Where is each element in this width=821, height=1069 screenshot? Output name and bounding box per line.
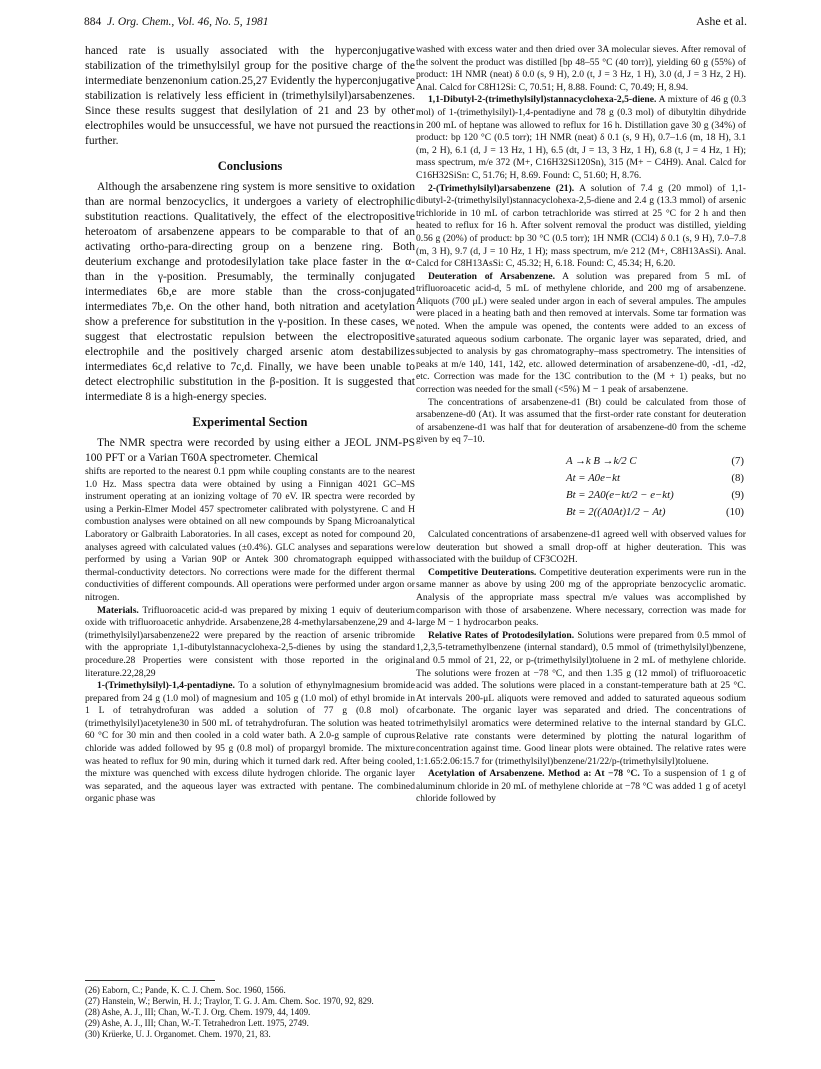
reference-item: (30) Krüerke, U. J. Organomet. Chem. 1970, 21, 83. — [85, 1029, 271, 1039]
calculated-paragraph: Calculated concentrations of arsabenzene-d1 agreed well with observed values for low deuteration but showed a small drop-off at higher deuteration. This was associated with the buildup of CF3CO2H. — [416, 529, 746, 566]
equation-expression: Bt = 2A0(e−kt/2 − e−kt) — [566, 489, 674, 501]
intro-paragraph: hanced rate is usually associated with the hyperconjugative stabilization of the trimethylsilyl group for the positive charge of the intermediate benzenonium cation.25,27 Evidently the hyperconjugative stabilization is relatively less efficient in (trimethylsilyl)arsabenzenes. Since these results suggest that desilylation of 21 and 23 by other electrophiles would be unsuccessful, we have not pursued the reactions further. — [85, 45, 415, 147]
stannacyclo-paragraph — [416, 94, 746, 182]
competitive-heading: Competitive Deuterations. — [428, 566, 537, 578]
stannacyclo-text: A mixture of 46 g (0.3 mol) of 1-(trimethylsilyl)-1,4-pentadiyne and 78 g (0.3 mol) of dibutyltin dihydride in 200 mL of heptane was allowed to reflux for 16 h. Distillation gave 30 g (34%) of product: bp 120 °C (0.5 torr); 1H NMR (neat) δ 0.1 (s, 9 H), 0.7–1.6 (m, 18 H), 3.1 (m, 2 H), 6.1 (d, J = 13 Hz, 1 H), 6.5 (dt, J = 13, 3 Hz, 1 H), 6.8 (t, J = 4 Hz, 1 H); mass spectrum, m/e 372 (M+, C16H32Si120Sn), 315 (M+ − C4H9). Anal. Calcd for C16H32SiSn: C, 51.76; H, 8.69. Found: C, 51.60; H, 8.76. — [416, 94, 746, 181]
reference-item: (28) Ashe, A. J., III; Chan, W.-T. J. Org. Chem. 1979, 44, 1409. — [85, 1007, 311, 1017]
equation-9 — [416, 487, 746, 504]
right-column — [416, 44, 746, 1054]
pentadiyne-text: To a solution of ethynylmagnesium bromide prepared from 24 g (1.0 mol) of magnesium and 105 g (1.0 mol) of ethyl bromide in 1 L of tetrahydrofuran was added a solution of 77 g (0.8 mol) of (trimethylsilyl)acetylene30 in 500 mL of tetrahydrofuran. The solution was heated to 60 °C for 30 min and then cooled in a cold water bath. A 2.0-g sample of cuprous chloride was added followed by 95 g (0.8 mol) of propargyl bromide. The mixture was heated to reflux for 90 min, during which it turned dark red. After being cooled, the mixture was quenched with excess dilute hydrogen chloride. The organic layer was separated, and the aqueous layer was extracted with pentane. The combined organic phase was — [85, 680, 415, 805]
concentrations-paragraph: The concentrations of arsabenzene-d1 (Bt) could be calculated from those of arsabenzene-d0 (At). It was assumed that the first-order rate constant for deuteration of arsabenzene-d1 was half that for deuteration of arsabenzene-d0 from the scheme given by eq 7–10. — [416, 396, 746, 446]
deuteration-heading: Deuteration of Arsabenzene. — [428, 270, 555, 282]
pentadiyne-heading: 1-(Trimethylsilyl)-1,4-pentadiyne. — [97, 680, 235, 692]
equation-number: (10) — [726, 506, 744, 518]
arsabenzene21-paragraph — [416, 183, 746, 271]
competitive-paragraph — [416, 567, 746, 630]
arsabenzene21-heading: 2-(Trimethylsilyl)arsabenzene (21). — [428, 182, 575, 194]
equation-expression: Bt = 2((A0At)1/2 − At) — [566, 506, 666, 518]
competitive-text: Competitive deuteration experiments were run in the same manner as above by using 200 mg of the appropriate benzocyclic aromatic. Analysis of the appropriate mass spectral m/e values was accomplished by comparison with those of arsabenzene. Where necessary, correction was made for large M − 1 hydrocarbon peaks. — [416, 566, 746, 629]
acetylation-text: To a suspension of 1 g of aluminum chloride in 20 mL of methylene chloride at −78 °C was added 1 g of acetyl chloride followed by — [416, 768, 746, 805]
equation-number: (7) — [731, 455, 744, 467]
equation-number: (8) — [731, 472, 744, 484]
deuteration-text: A solution was prepared from 5 mL of trifluoroacetic acid-d, 5 mL of methylene chloride, and 200 mg of arsabenzene. Aliquots (700 μL) were sealed under argon in each of several ampules. The ampules were placed in a heating bath and then removed at intervals. Some tar formation was noted. When the ampule was opened, the contents were added to an excess of saturated aqueous sodium carbonate. The organic layer was separated, dried, and subjected to analysis by gas chromatography–mass spectrometry. The intensities of peaks at m/e 140, 141, 142, etc. allowed determination of arsabenzene-d0, -d1, -d2, etc. Correction was made for the 13C contribution to the (M + 1) peaks, but no correction was needed for the small (<5%) M − 1 peak of arsabenzene. — [416, 270, 746, 396]
materials-heading: Materials. — [97, 604, 139, 616]
page-number: 884 — [84, 16, 102, 28]
footnote-references — [85, 980, 415, 1040]
experimental-lead: The NMR spectra were recorded by using either a JEOL JNM-PS 100 PFT or a Varian T60A spectrometer. Chemical — [85, 437, 415, 464]
stannacyclo-heading: 1,1-Dibutyl-2-(trimethylsilyl)stannacyclohexa-2,5-diene. — [428, 94, 657, 106]
header-left — [84, 16, 269, 28]
reference-item: (29) Ashe, A. J., III; Chan, W.-T. Tetrahedron Lett. 1975, 2749. — [85, 1018, 309, 1028]
arsabenzene21-text: A solution of 7.4 g (20 mmol) of 1,1-dibutyl-2-(trimethylsilyl)stannacyclohexa-2,5-diene and 2.4 g (13.3 mmol) of arsenic trichloride in 10 mL of carbon tetrachloride was stirred at 25 °C for 2 h and then heated to reflux for 16 h. After solvent removal the product was distilled, yielding 0.56 g (20%) of product: bp 30 °C (0.5 torr); 1H NMR (CCl4) δ 0.1 (s, 9 H), 7.0–7.8 (m, 3 H), 9.7 (d, J = 10 Hz, 1 H); mass spectrum, m/e 212 (M+, C8H13AsSi). Anal. Calcd for C8H13AsSi: C, 45.32; H, 6.18. Found: C, 45.34; H, 6.20. — [416, 182, 746, 270]
relative-rates-paragraph — [416, 630, 746, 769]
pentadiyne-paragraph — [85, 680, 415, 806]
equation-8 — [416, 470, 746, 487]
reference-item: (27) Hanstein, W.; Berwin, H. J.; Traylor, T. G. J. Am. Chem. Soc. 1970, 92, 829. — [85, 996, 374, 1006]
experimental-heading: Experimental Section — [192, 415, 308, 429]
header-authors: Ashe et al. — [696, 14, 747, 28]
equation-7 — [416, 453, 746, 470]
equation-block — [416, 453, 746, 521]
footnote-rule — [85, 980, 215, 981]
experimental-paragraph: shifts are reported to the nearest 0.1 ppm while coupling constants are to the nearest 1.0 Hz. Mass spectra data were obtained by using a Finnigan 4021 GC–MS instrument operating at an ionizing voltage of 70 eV. IR spectra were recorded by using a Perkin-Elmer Model 457 spectrometer calibrated with polystyrene. C and H combustion analyses were obtained on all new compounds by Spang Microanalytical Laboratory or Galbraith Laboratories. In all cases, except as noted for compound 20, analyses agreed with calculated values (±0.4%). GLC analyses and separations were performed by using a Varian 90P or Antek 300 chromatograph equipped with thermal-conductivity detectors. No corrections were made for the different thermal conductivities of different compounds. All operations were performed under argon or nitrogen. — [85, 466, 415, 603]
relative-rates-text: Solutions were prepared from 0.5 mmol of 1,2,3,5-tetramethylbenzene (internal standard), 0.5 mmol of (trimethylsilyl)benzene, and 0.5 mmol of 21, 22, or p-(trimethylsilyl)toluene in 2 mL of methylene chloride. The solutions were frozen at −78 °C, and then 1.35 g (12 mmol) of trifluoroacetic acid was added. The solutions were placed in a constant-temperature bath at 25 °C. At intervals 200-μL aliquots were removed and added to saturated aqueous sodium carbonate. The organic layer was separated and dried. The concentrations of trimethylsilyl aromatics were determined relative to the internal standard by GLC. Relative rate constants were determined by plotting the natural logarithm of concentration against time. Good linear plots were obtained. The relative rates were 1:1.65:2.06:15.7 for (trimethylsilyl)benzene/21/22/p-(trimethylsilyl)toluene. — [416, 629, 746, 767]
workup-continuation: washed with excess water and then dried over 3A molecular sieves. After removal of the solvent the product was distilled [bp 48–55 °C (40 torr)], yielding 60 g (55%) of product: 1H NMR (neat) δ 0.0 (s, 9 H), 2.0 (t, J = 3 Hz, 1 H), 3.0 (d, J = 3 Hz, 2 H). Anal. Calcd for C8H12Si: C, 70.51; H, 8.88. Found: C, 70.49; H, 8.94. — [416, 44, 746, 93]
reference-item: (26) Eaborn, C.; Pande, K. C. J. Chem. Soc. 1960, 1566. — [85, 985, 286, 995]
deuteration-paragraph — [416, 271, 746, 397]
left-column — [85, 44, 415, 1054]
equation-expression: A →k B →k/2 C — [566, 455, 637, 467]
conclusions-paragraph: Although the arsabenzene ring system is more sensitive to oxidation than are normal benzocyclics, it undergoes a variety of electrophilic substitution reactions. Qualitatively, the effect of the electropositive heteroatom of arsabenzene appears to be comparable to that of an activating ortho-para-directing group on a benzene ring. Both deuterium exchange and protodesilylation take place faster in the α- than in the γ-position. Presumably, the terminally conjugated intermediates 6b,e are more stable than the cross-conjugated intermediates 7b,e. On the other hand, both nitration and acetylation show a preference for substitution in the γ-position. In these cases, we suggest that electrostatic repulsion between the electropositive electrophile and the positively charged arsenic atom destabilizes intermediates 6c,d relative to 7c,d. Finally, we have been unable to detect electrophilic substitution in the β-position. It is suggested that intermediate 8 is a high-energy species. — [85, 181, 415, 403]
acetylation-paragraph — [416, 768, 746, 806]
running-header — [84, 14, 747, 29]
materials-text: Trifluoroacetic acid-d was prepared by mixing 1 equiv of deuterium oxide with trifluoroacetic anhydride. Arsabenzene,28 4-methylarsabenzene,29 and 4-(trimethylsilyl)arsabenzene22 were prepared by the reaction of arsenic tribromide with the appropriate 1,1-dibutylstannacyclohexa-2,5-dienes by using the standard procedure.28 Properties were consistent with those reported in the original literature.22,28,29 — [85, 604, 415, 679]
equation-number: (9) — [731, 489, 744, 501]
equation-10 — [416, 504, 746, 521]
acetylation-heading: Acetylation of Arsabenzene. Method a: At −78 °C. — [428, 768, 640, 780]
relative-rates-heading: Relative Rates of Protodesilylation. — [428, 629, 575, 641]
materials-paragraph — [85, 605, 415, 681]
conclusions-heading: Conclusions — [217, 159, 283, 173]
equation-expression: At = A0e−kt — [566, 472, 620, 484]
journal-citation: J. Org. Chem., Vol. 46, No. 5, 1981 — [107, 16, 269, 28]
